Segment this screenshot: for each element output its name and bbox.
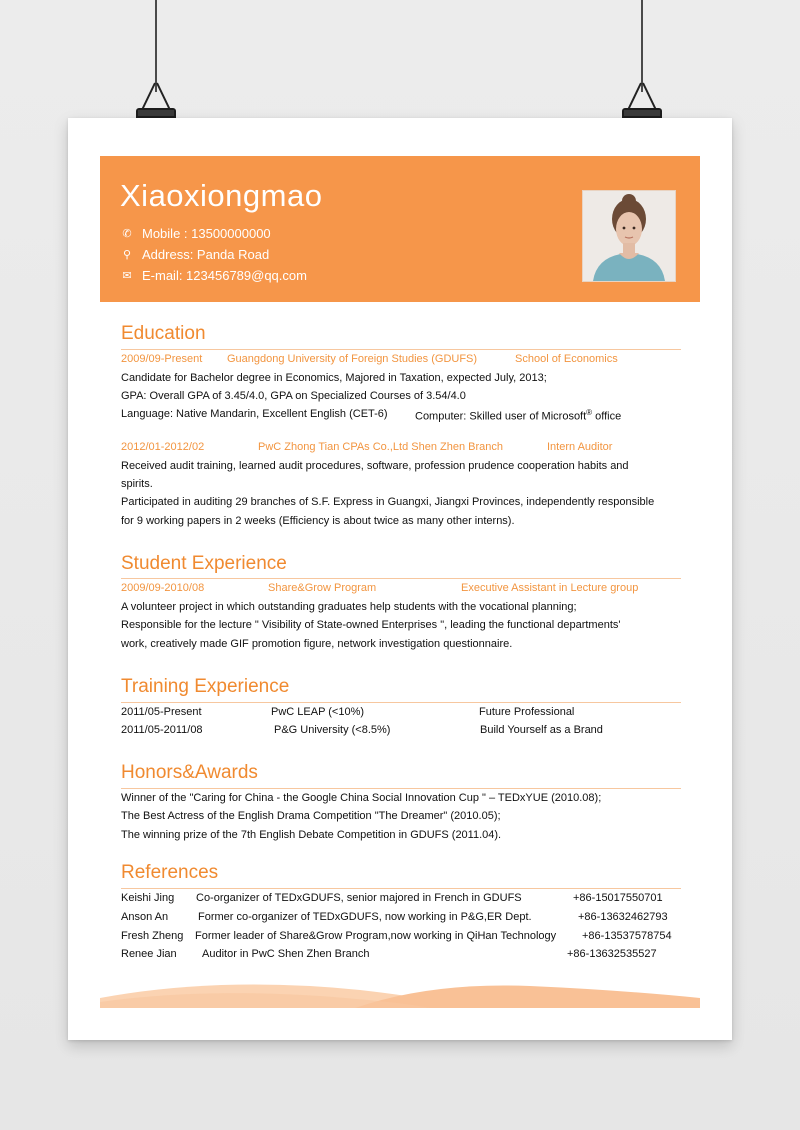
- references-title: References: [121, 862, 219, 883]
- edu2-line-1: Received audit training, learned audit procedures, software, profession prudence cooperation habits and: [121, 460, 629, 472]
- reference-phone: +86-13537578754: [582, 930, 672, 942]
- edu2-line-2: spirits.: [121, 478, 153, 490]
- edu2-line-4: for 9 working papers in 2 weeks (Efficiency is about twice as many other interns).: [121, 515, 515, 527]
- reference-phone: +86-13632462793: [578, 911, 668, 923]
- training-program: P&G University (<8.5%): [274, 724, 391, 736]
- honors-line-3: The winning prize of the 7th English Debate Competition in GDUFS (2011.04).: [121, 829, 502, 841]
- registered-mark: ®: [586, 408, 593, 417]
- reference-desc: Auditor in PwC Shen Zhen Branch: [202, 948, 370, 960]
- profile-photo: [582, 190, 676, 282]
- student-role: Executive Assistant in Lecture group: [461, 582, 639, 594]
- candidate-name: Xiaoxiongmao: [120, 178, 323, 213]
- email-text: E-mail: 123456789@qq.com: [142, 268, 307, 283]
- honors-line-1: Winner of the "Caring for China - the Google China Social Innovation Cup " – TEDxYUE (2010.08);: [121, 792, 602, 804]
- student-line-1: A volunteer project in which outstanding graduates help students with the vocational planning;: [121, 601, 577, 613]
- reference-name: Renee Jian: [121, 948, 177, 960]
- reference-name: Fresh Zheng: [121, 930, 184, 942]
- reference-phone: +86-13632535527: [567, 948, 657, 960]
- reference-row: [121, 911, 668, 923]
- computer-tail: office: [592, 410, 622, 423]
- edu1-language: Language: Native Mandarin, Excellent English (CET-6): [121, 408, 388, 420]
- reference-row: [121, 930, 672, 942]
- student-title: Student Experience: [121, 553, 287, 574]
- resume-header: [100, 156, 700, 302]
- student-line-3: work, creatively made GIF promotion figure, network investigation questionnaire.: [121, 638, 513, 650]
- training-rule: [121, 702, 681, 703]
- edu2-org: PwC Zhong Tian CPAs Co.,Ltd Shen Zhen Branch: [258, 441, 503, 453]
- contact-email: [120, 268, 307, 283]
- reference-desc: Former co-organizer of TEDxGDUFS, now working in P&G,ER Dept.: [198, 911, 532, 923]
- reference-phone: +86-15017550701: [573, 892, 663, 904]
- education-title: Education: [121, 323, 206, 344]
- edu2-date: 2012/01-2012/02: [121, 441, 205, 453]
- student-line-2: Responsible for the lecture " Visibility of State-owned Enterprises ", leading the functional departments': [121, 619, 621, 631]
- training-result: Build Yourself as a Brand: [480, 724, 603, 736]
- edu1-line-2: GPA: Overall GPA of 3.45/4.0, GPA on Specialized Courses of 3.54/4.0: [121, 390, 466, 402]
- student-date: 2009/09-2010/08: [121, 582, 205, 594]
- mobile-text: Mobile : 13500000000: [142, 226, 271, 241]
- edu1-date: 2009/09-Present: [121, 353, 203, 365]
- footer-wave-decoration: [100, 978, 700, 1008]
- reference-desc: Co-organizer of TEDxGDUFS, senior majored in French in GDUFS: [196, 892, 522, 904]
- address-text: Address: Panda Road: [142, 247, 270, 262]
- education-entry2-header: [121, 441, 613, 453]
- contact-mobile: [120, 226, 271, 241]
- student-entry-header: [121, 582, 639, 594]
- training-row-2: [121, 724, 603, 736]
- education-rule: [121, 349, 681, 350]
- training-date: 2011/05-Present: [121, 706, 202, 718]
- edu2-line-3: Participated in auditing 29 branches of S.F. Express in Guangxi, Jiangxi Provinces, independently responsible: [121, 496, 655, 508]
- reference-row: [121, 892, 663, 904]
- honors-rule: [121, 788, 681, 789]
- edu1-role: School of Economics: [515, 353, 618, 365]
- hanging-string-left: [155, 0, 157, 92]
- honors-title: Honors&Awards: [121, 762, 258, 783]
- student-org: Share&Grow Program: [268, 582, 377, 594]
- edu1-org: Guangdong University of Foreign Studies (GDUFS): [227, 353, 478, 365]
- education-entry1-header: [121, 353, 618, 365]
- training-row-1: [121, 706, 575, 718]
- student-rule: [121, 578, 681, 579]
- reference-name: Anson An: [121, 911, 169, 923]
- edu2-role: Intern Auditor: [547, 441, 613, 453]
- honors-line-2: The Best Actress of the English Drama Competition "The Dreamer" (2010.05);: [121, 810, 501, 822]
- reference-name: Keishi Jing: [121, 892, 175, 904]
- references-rule: [121, 888, 681, 889]
- training-program: PwC LEAP (<10%): [271, 706, 365, 718]
- phone-icon: ✆: [122, 228, 132, 240]
- reference-desc: Former leader of Share&Grow Program,now working in QiHan Technology: [195, 930, 557, 942]
- portrait-illustration: [583, 191, 675, 281]
- training-date: 2011/05-2011/08: [121, 724, 203, 736]
- hanging-string-right: [641, 0, 643, 92]
- reference-row: [121, 948, 657, 960]
- contact-address: [120, 247, 269, 262]
- resume-paper: [68, 118, 732, 1040]
- training-title: Training Experience: [121, 676, 290, 697]
- edu1-computer: [415, 408, 621, 423]
- edu1-line-1: Candidate for Bachelor degree in Economics, Majored in Taxation, expected July, 2013;: [121, 372, 547, 384]
- computer-text: Computer: Skilled user of Microsoft: [415, 410, 587, 423]
- training-result: Future Professional: [479, 706, 575, 718]
- location-pin-icon: ⚲: [122, 249, 132, 261]
- mail-icon: ✉: [122, 270, 132, 282]
